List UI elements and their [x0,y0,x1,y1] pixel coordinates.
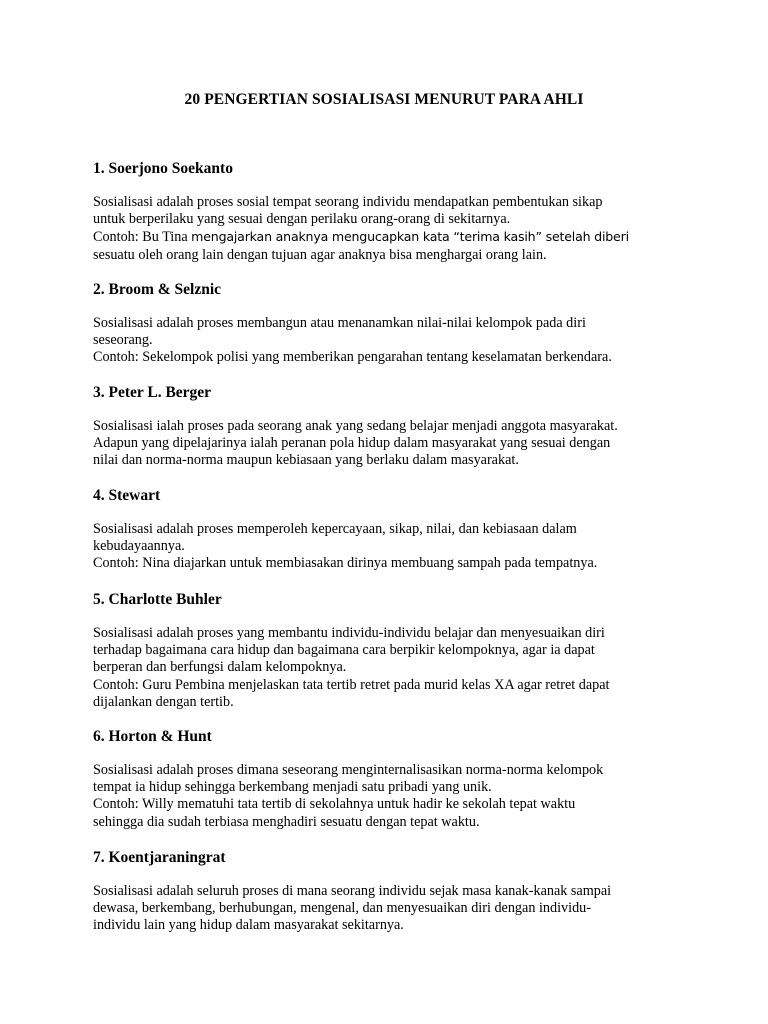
section-body [93,194,693,264]
body-line: sesuatu oleh orang lain dengan tujuan agar anaknya bisa menghargai orang lain. [93,246,547,263]
section-heading: 6. Horton & Hunt [93,728,212,745]
section-heading: 7. Koentjaraningrat [93,849,226,866]
body-line: Contoh: Willy mematuhi tata tertib di sekolahnya untuk hadir ke sekolah tepat waktu [93,796,576,813]
body-line: individu lain yang hidup dalam masyarakat sekitarnya. [93,917,404,934]
section-body [93,883,693,935]
section-charlotte-buhler [93,591,693,711]
body-line: Sosialisasi adalah proses memperoleh kepercayaan, sikap, nilai, dan kebiasaan dalam [93,521,577,537]
handwritten-example-text: mengajarkan anaknya mengucapkan kata “terima kasih” setelah diberi [191,229,629,245]
body-line: dijalankan dengan tertib. [93,693,234,710]
section-body [93,762,693,831]
body-line: sehingga dia sudah terbiasa menghadiri sesuatu dengan tepat waktu. [93,813,480,830]
body-line: Sosialisasi adalah proses sosial tempat seorang individu mendapatkan pembentukan sikap [93,194,603,210]
section-heading: 2. Broom & Selznic [93,281,222,298]
body-line: terhadap bagaimana cara hidup dan bagaimana cara berpikir kelompoknya, agar ia dapat [93,642,595,659]
body-line: seseorang. [93,332,153,349]
section-stewart [93,487,693,573]
section-body [93,315,693,367]
body-line: untuk berperilaku yang sesuai dengan perilaku orang-orang di sekitarnya. [93,211,511,228]
body-line: berperan dan berfungsi dalam kelompoknya. [93,659,347,676]
section-body [93,521,693,573]
section-body [93,418,693,470]
document-title: 20 PENGERTIAN SOSIALISASI MENURUT PARA AHLI [184,91,584,108]
body-line: kebudayaannya. [93,538,185,555]
body-line: Contoh: Sekelompok polisi yang memberikan pengarahan tentang keselamatan berkendara. [93,349,612,366]
body-line: Contoh: Nina diajarkan untuk membiasakan dirinya membuang sampah pada tempatnya. [93,555,598,572]
section-koentjaraningrat [93,849,693,935]
body-line: Sosialisasi adalah proses membangun atau menanamkan nilai-nilai kelompok pada diri [93,315,586,331]
body-line: Adapun yang dipelajarinya ialah peranan pola hidup dalam masyarakat yang sesuai dengan [93,435,611,452]
section-body [93,625,693,711]
section-heading: 1. Soerjono Soekanto [93,160,233,177]
body-line: Sosialisasi adalah seluruh proses di mana seorang individu sejak masa kanak-kanak sampai [93,883,612,899]
section-heading: 3. Peter L. Berger [93,384,212,401]
section-peter-berger [93,384,693,470]
section-heading: 4. Stewart [93,487,161,504]
example-line [93,228,693,246]
body-line: dewasa, berkembang, berhubungan, mengenal, dan menyesuaikan diri dengan individu- [93,900,591,917]
section-horton-hunt [93,728,693,831]
body-line: nilai dan norma-norma maupun kebiasaan yang berlaku dalam masyarakat. [93,452,519,469]
body-line: Sosialisasi adalah proses dimana seseorang menginternalisasikan norma-norma kelompok [93,762,604,778]
body-line: Sosialisasi adalah proses yang membantu individu-individu belajar dan menyesuaikan diri [93,625,605,641]
example-prefix: Contoh: Bu Tina [93,229,192,246]
section-heading: 5. Charlotte Buhler [93,591,222,608]
body-line: Sosialisasi ialah proses pada seorang anak yang sedang belajar menjadi anggota masyarakat. [93,418,618,434]
body-line: Contoh: Guru Pembina menjelaskan tata tertib retret pada murid kelas XA agar retret dapat [93,676,610,693]
body-line: tempat ia hidup sehingga berkembang menjadi satu pribadi yang unik. [93,779,492,796]
section-soerjono-soekanto [93,160,693,264]
section-broom-selznic [93,281,693,367]
